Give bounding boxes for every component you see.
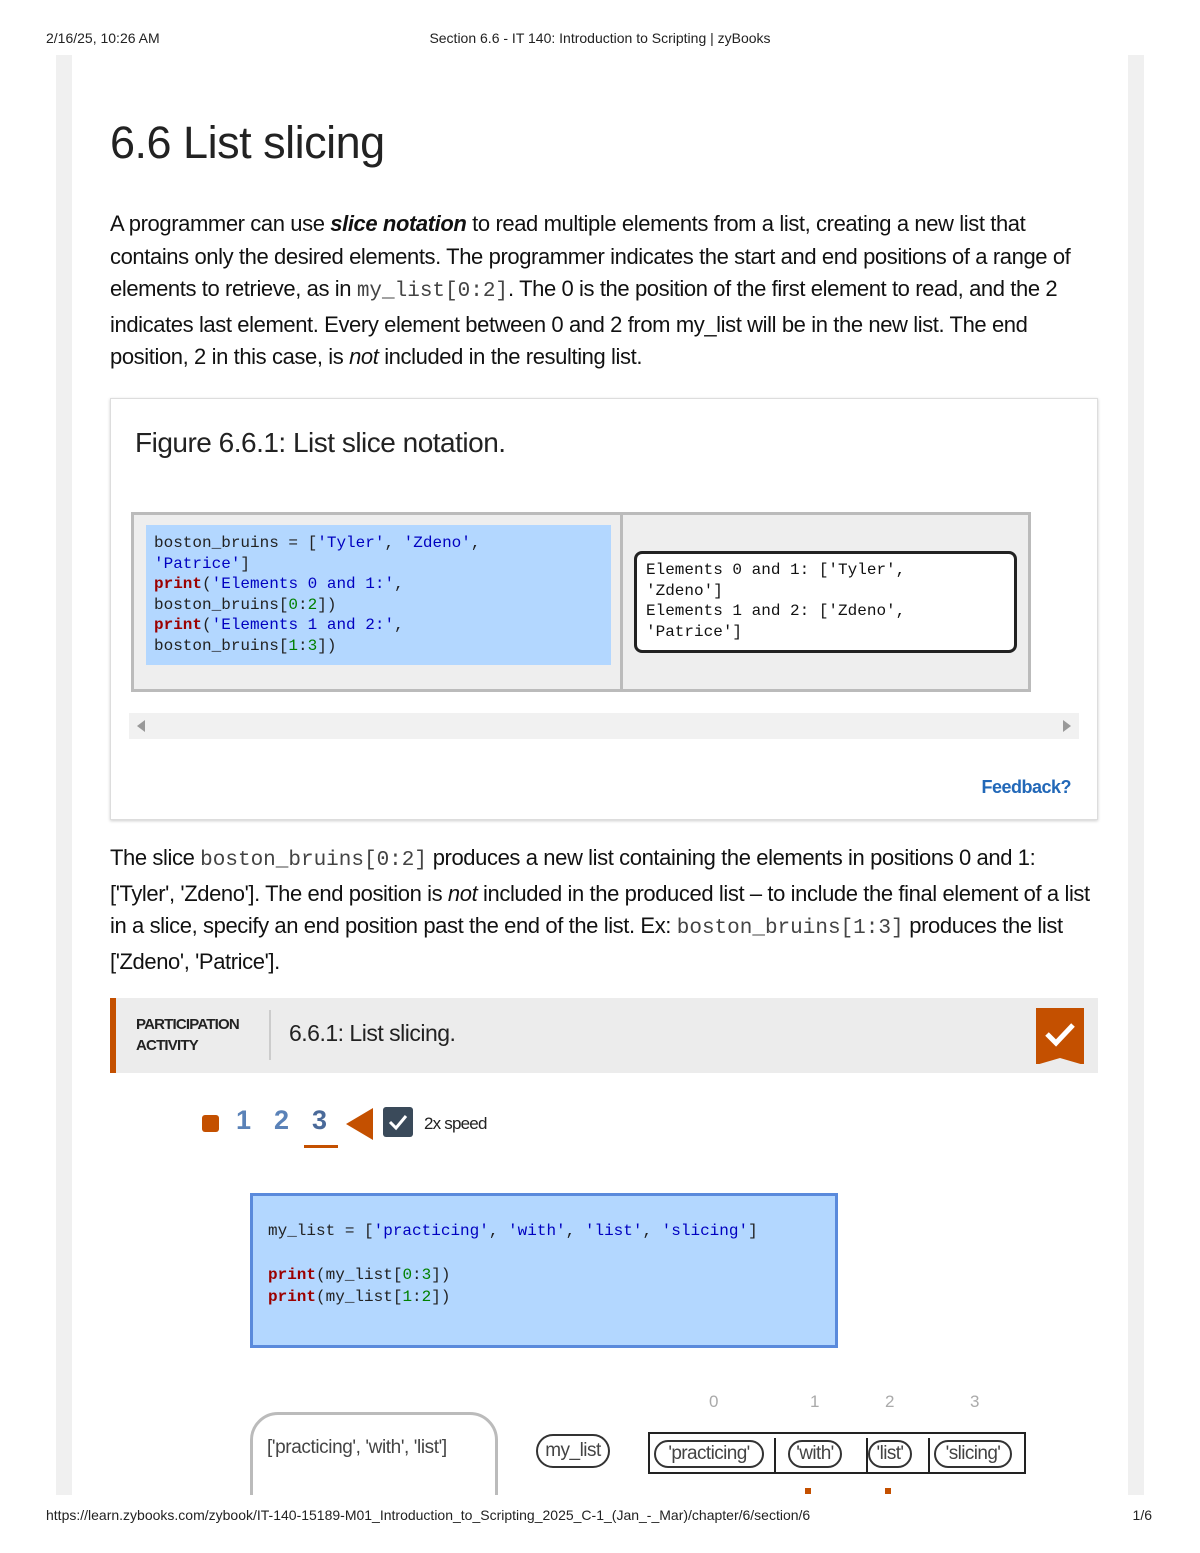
current-step-indicator	[304, 1145, 338, 1148]
emphasis: not	[349, 344, 379, 369]
scroll-right-arrow-icon[interactable]	[1063, 720, 1071, 732]
print-url: https://learn.zybooks.com/zybook/IT-140-15189-M01_Introduction_to_Scripting_2025_C-1_(Jan_-_Mar)/chapter/6/section/6	[46, 1507, 811, 1523]
slice-explanation-paragraph	[110, 842, 1090, 978]
index-label: 1	[810, 1392, 820, 1411]
code-token: ])	[431, 1288, 451, 1306]
scroll-left-arrow-icon[interactable]	[137, 720, 145, 732]
activity-label-line: PARTICIPATION	[136, 1016, 239, 1033]
code-token: boston_bruins[	[154, 636, 289, 655]
code-token: ,	[394, 616, 404, 634]
slice-marker	[885, 1488, 891, 1494]
print-footer	[0, 1507, 1200, 1527]
page-left-margin	[56, 55, 72, 1495]
code-token: boston_bruins[	[154, 595, 289, 614]
code-number: 1	[402, 1288, 413, 1306]
output-line: Elements 0 and 1: ['Tyler',	[646, 561, 906, 579]
inline-code: my_list[0:2]	[356, 280, 509, 303]
stop-icon[interactable]	[202, 1115, 219, 1132]
code-token: ,	[384, 534, 404, 552]
section-title: 6.6 List slicing	[110, 117, 385, 168]
code-number: 1	[288, 636, 299, 655]
list-cell	[868, 1438, 930, 1472]
code-keyword: print	[154, 575, 203, 593]
code-number: 0	[288, 595, 299, 614]
activity-type-label	[136, 1014, 239, 1056]
code-token: :	[412, 1288, 422, 1306]
code-token: ]	[240, 554, 251, 573]
code-keyword: print	[268, 1266, 317, 1284]
figure-horizontal-scrollbar[interactable]	[129, 713, 1079, 739]
code-string: 'Elements 0 and 1:'	[211, 575, 395, 593]
header-divider	[269, 1010, 271, 1060]
list-item-pill: 'list'	[868, 1440, 912, 1468]
activity-title: 6.6.1: List slicing.	[289, 1020, 456, 1046]
code-token: ])	[431, 1266, 451, 1284]
print-date: 2/16/25, 10:26 AM	[46, 30, 160, 46]
code-token: my_list = [	[268, 1222, 374, 1240]
print-page-number: 1/6	[1132, 1507, 1152, 1523]
code-token: ,	[565, 1222, 585, 1240]
code-token: ,	[488, 1222, 509, 1240]
code-string: 'with'	[508, 1222, 566, 1240]
completion-check-icon	[1036, 1008, 1084, 1064]
code-string: 'practicing'	[373, 1222, 489, 1240]
activity-header	[110, 998, 1098, 1073]
code-string: 'Tyler'	[317, 534, 385, 552]
index-label: 3	[970, 1392, 980, 1411]
list-cell	[930, 1438, 1024, 1472]
step-3-button[interactable]: 3	[312, 1105, 328, 1135]
activity-label-line: ACTIVITY	[136, 1037, 198, 1054]
text-span: A programmer can use	[110, 211, 331, 236]
text-span: to read multiple elements from a list, creating a new list that contains only the desired elements. The programmer indicates the start and end positions of a range of elements to retrieve, as in	[110, 211, 1071, 301]
activity-code-block	[250, 1193, 838, 1348]
speed-checkbox[interactable]	[383, 1107, 413, 1137]
figure-list-slice-notation	[110, 398, 1098, 820]
code-number: 3	[421, 1266, 432, 1284]
code-token: ,	[394, 575, 404, 593]
slice-marker	[805, 1488, 811, 1494]
code-token: ])	[317, 636, 337, 655]
code-token: ,	[470, 534, 481, 552]
output-line: 'Zdeno']	[646, 581, 723, 600]
code-token: (my_list[	[316, 1266, 403, 1284]
text-span: produces a new list containing the elements in positions 0 and 1: ['Tyler', 'Zdeno']. The end position is	[110, 845, 1036, 906]
code-string: 'Zdeno'	[403, 534, 471, 552]
list-item-pill: 'practicing'	[654, 1440, 764, 1468]
section-content	[72, 55, 1128, 1495]
index-label: 0	[709, 1392, 719, 1411]
code-number: 2	[307, 595, 318, 614]
text-span: produces the list ['Zdeno', 'Patrice'].	[110, 913, 1063, 974]
intro-paragraph	[110, 208, 1090, 374]
figure-code-block	[146, 525, 611, 665]
code-keyword: print	[154, 616, 203, 634]
step-2-button[interactable]: 2	[274, 1105, 290, 1135]
list-cell	[776, 1438, 868, 1472]
emphasis: not	[447, 880, 478, 906]
figure-output-console	[634, 551, 1017, 653]
code-string: 'Patrice'	[154, 554, 241, 573]
play-back-icon[interactable]	[346, 1108, 373, 1140]
code-token: (my_list[	[316, 1288, 403, 1306]
figure-title: Figure 6.6.1: List slice notation.	[135, 427, 506, 458]
code-string: 'list'	[584, 1222, 643, 1240]
code-token: :	[298, 595, 308, 614]
code-token: ])	[317, 595, 337, 614]
speed-label: 2x speed	[424, 1114, 487, 1133]
text-span: included in the resulting list.	[378, 344, 643, 369]
list-cell	[650, 1438, 776, 1472]
output-line: Elements 1 and 2: ['Zdeno',	[646, 602, 906, 620]
participation-activity	[110, 998, 1098, 1495]
code-token: ]	[748, 1222, 758, 1240]
inline-code: boston_bruins[0:2]	[200, 849, 427, 872]
animation-controls	[198, 1103, 698, 1143]
figure-code-panel	[134, 515, 623, 689]
code-token: boston_bruins = [	[154, 534, 318, 552]
term-slice-notation: slice notation	[330, 211, 467, 236]
text-span: . The 0 is the position of the first element to read, and the 2 indicates last element. Every element between 0 and 2 from my_list will be in the new list. The end position, 2 in this case, is	[110, 276, 1058, 369]
code-token: :	[298, 636, 308, 655]
feedback-link[interactable]: Feedback?	[981, 777, 1071, 797]
inline-code: boston_bruins[1:3]	[676, 917, 904, 940]
code-token: (	[202, 616, 212, 634]
code-token: :	[412, 1266, 422, 1284]
step-1-button[interactable]: 1	[236, 1105, 252, 1135]
figure-code-output-box	[131, 512, 1031, 692]
text-span: The slice	[110, 845, 201, 870]
code-number: 2	[421, 1288, 432, 1306]
code-string: 'Elements 1 and 2:'	[211, 616, 395, 634]
list-memory-frame	[648, 1392, 1026, 1474]
code-token: ,	[642, 1222, 662, 1240]
result-list-text: ['practicing', 'with', 'list']	[267, 1437, 447, 1458]
variable-name-pill: my_list	[536, 1434, 610, 1468]
code-string: 'slicing'	[661, 1222, 749, 1240]
page-right-margin	[1128, 55, 1144, 1495]
print-page-title: Section 6.6 - IT 140: Introduction to Scripting | zyBooks	[429, 30, 771, 46]
text-span: included in the produced list – to include the final element of a list in a slice, specify an end position past the end of the list. Ex:	[110, 880, 1090, 938]
code-keyword: print	[268, 1288, 317, 1306]
print-header	[0, 30, 1200, 50]
code-number: 3	[307, 636, 318, 655]
animation-canvas	[110, 1390, 1098, 1495]
index-label: 2	[885, 1392, 895, 1411]
result-list-box	[250, 1412, 498, 1495]
code-number: 0	[402, 1266, 413, 1284]
code-token: (	[202, 575, 212, 593]
list-item-pill: 'slicing'	[934, 1440, 1012, 1468]
output-line: 'Patrice']	[646, 622, 743, 641]
list-item-pill: 'with'	[788, 1440, 842, 1468]
